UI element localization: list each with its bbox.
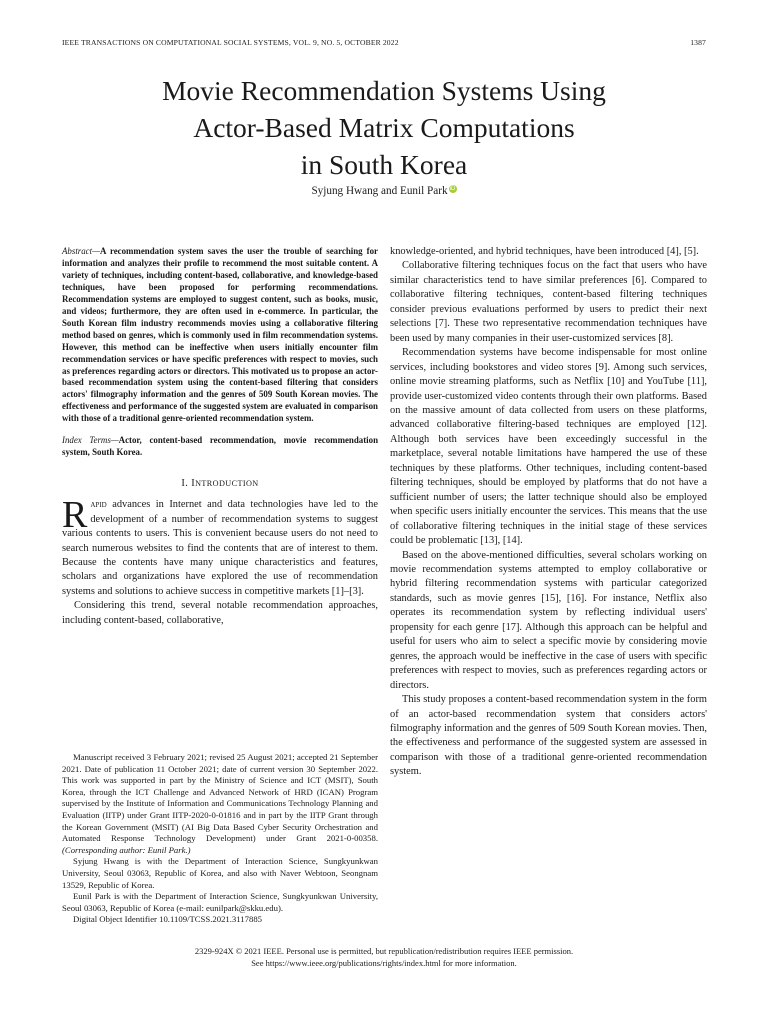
section-title-rest: NTRODUCTION — [195, 479, 259, 489]
abstract-text: A recommendation system saves the user the trouble of searching for information and analyzes their profile to recommend the most suitable content. A variety of techniques, including content-based, collaborative, and knowledge-based techniques, have been proposed for performing recommendations. Recommendation systems are employed to suggest content, such as books, music, and videos; furthermore, they are often used in e-commerce. In particular, the South Korean film industry recommends movies using a collaborative filtering method based on genres, which is commonly used in film recommendation systems. However, this method can be ineffective when users initially encounter film recommendation services or have specific preferences with respect to movies, such as preferences regarding actors or directors. This motivated us to propose an actor-based recommendation system using the content-based filtering that considers actors' filmography information and the genres of 509 South Korean movies. The effectiveness and performance of the suggested system are evaluated in comparison with those of a traditional genre-oriented recommendation system. — [62, 246, 378, 424]
title-line-2: Actor-Based Matrix Computations — [193, 112, 575, 143]
title-line-1: Movie Recommendation Systems Using — [162, 75, 606, 106]
footnote-doi: Digital Object Identifier 10.1109/TCSS.2021.3117885 — [73, 914, 263, 925]
footnote-author-1: Syjung Hwang is with the Department of Interaction Science, Sungkyunkwan University, Seoul 03063, Republic of Korea, and also with Naver Webtoon, Seongnam 13529, Republic of Korea. — [62, 856, 378, 890]
copyright-notice — [0, 946, 768, 969]
footnote-manuscript-text: Manuscript received 3 February 2021; revised 25 August 2021; accepted 21 September 2021. Date of publication 11 October 2021; date of current version 30 September 2022. This work was supported in part by the Ministry of Science and ICT (MSIT), South Korea, through the ICT Challenge and Advanced Network of HRD (ICAN) Program supervised by the Institute of Information and Communications Technology Planning and Evaluation (IITP) under Grant IITP-2020-0-01816 and in part by the IITP Grant through the Korean Government (MSIT) (AI Big Data Based Cyber Security Orchestration and Automated Response Technology Development) under Grant 2021-0-00358. — [62, 752, 378, 844]
title-line-3: in South Korea — [300, 149, 468, 180]
right-paragraph-4: This study proposes a content-based recommendation system in the form of an actor-based recommendation system that considers actors' filmography information and the genres of 509 South Korean movies. Then, the effectiveness and performance of the suggested system are assessed in comparison with those of a traditional genre-oriented recommendation system. — [390, 694, 707, 778]
journal-header: IEEE TRANSACTIONS ON COMPUTATIONAL SOCIAL SYSTEMS, VOL. 9, NO. 5, OCTOBER 2022 — [62, 38, 399, 47]
drop-cap: R — [62, 494, 88, 537]
right-column — [390, 245, 707, 780]
orcid-icon[interactable]: iD — [449, 186, 456, 192]
copyright-line-2: See https://www.ieee.org/publications/rights/index.html for more information. — [251, 957, 517, 968]
right-paragraph-0: knowledge-oriented, and hybrid techniques, have been introduced [4], [5]. — [390, 246, 699, 257]
footnotes — [62, 752, 378, 926]
author-list — [0, 185, 768, 197]
first-word: apid — [90, 499, 107, 511]
right-paragraph-1: Collaborative filtering techniques focus on the fact that users who have similar characteristics tend to have similar preferences [6]. Compared to collaborative filtering techniques, content-based filtering techniques consider previous evaluations performed by users to predict their next selections [7]. These two representative recommendation techniques have been used by many companies in their user-customized services [8]. — [390, 260, 707, 344]
intro-paragraph-1 — [62, 494, 378, 599]
section-numeral: I. I — [181, 478, 196, 490]
authors-text: Syjung Hwang and Eunil Park — [311, 185, 448, 197]
copyright-line-1: 2329-924X © 2021 IEEE. Personal use is permitted, but republication/redistribution requires IEEE permission. — [194, 946, 574, 956]
abstract — [62, 246, 378, 425]
index-terms-lead: Index Terms— — [62, 435, 119, 446]
footnote-author-2: Eunil Park is with the Department of Interaction Science, Sungkyunkwan University, Seoul 03063, Republic of Korea (e-mail: eunilpark@skku.edu). — [62, 891, 378, 913]
paper-title — [0, 72, 768, 183]
page-number: 1387 — [690, 38, 706, 47]
index-terms — [62, 435, 378, 459]
section-heading-introduction — [62, 478, 378, 489]
intro-paragraph-2: Considering this trend, several notable recommendation approaches, including content-based, collaborative, — [62, 600, 378, 626]
left-column — [62, 246, 378, 628]
intro-p1-text: advances in Internet and data technologies have led to the development of a number of recommendation systems to suggest various contents to users. This is convenient because users do not need to search numerous websites to find the contents that are of interest to them. Because the contents have many unique characteristics and features, scholars and organizations have explored the use of recommendation systems and solutions to achieve success in competitive markets [1]–[3]. — [62, 499, 378, 597]
index-terms-text: Actor, content-based recommendation, movie recommendation system, South Korea. — [62, 435, 378, 458]
right-paragraph-2: Recommendation systems have become indispensable for most online services, including bookstores and video stores [9]. Among such services, online movie streaming platforms, such as Netflix [10] and YouTube [11], provide user-customized video contents through their own platforms. Based on the massive amount of data collected from users on these platforms, advanced collaborative filtering-based techniques are employed [12]. Although both services have been exceedingly successful in the marketplace, several notable limitations have hampered the use of these techniques by these platforms. Other techniques, including content-based filtering techniques, should be employed by platforms that do not have a sufficient number of users; the latter technique should also be employed when specific users initially encounter the services. This means that the use of collaborative filtering techniques in the initial stage of these services could be problematic [13], [14]. — [390, 347, 707, 547]
right-paragraph-3: Based on the above-mentioned difficulties, several scholars working on movie recommendation systems attempted to employ collaborative or hybrid filtering recommendation systems with particular categorized standards, such as movie genres [15], [16]. For instance, Netflix also operates its recommendation system by reflecting individual users' propensity for each genre [17]. Although this approach can be helpful and useful for users who aim to select a specific movie by considering movie genres, the approach would be ineffective in the case of users with specific preferences with respect to movies, such as preferences regarding actors or directors. — [390, 549, 707, 691]
abstract-lead: Abstract— — [62, 246, 100, 256]
footnote-manuscript — [62, 752, 378, 856]
corresponding-author: (Corresponding author: Eunil Park.) — [62, 844, 191, 855]
